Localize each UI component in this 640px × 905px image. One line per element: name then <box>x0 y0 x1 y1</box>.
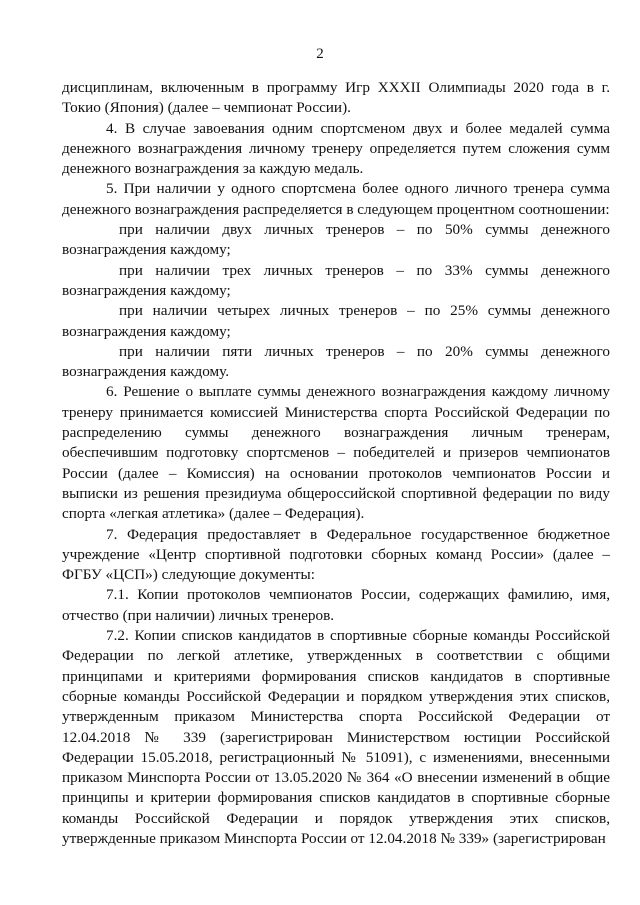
paragraph: при наличии пяти личных тренеров – по 20% суммы денежного вознаграждения каждому. <box>62 342 610 381</box>
document-body <box>62 78 610 849</box>
paragraph: дисциплинам, включенным в программу Игр XXXII Олимпиады 2020 года в г. Токио (Япония) (далее – чемпионат России). <box>62 79 610 117</box>
paragraph: 4. В случае завоевания одним спортсменом двух и более медалей сумма денежного вознаграждения личному тренеру определяется путем сложения сумм денежного вознаграждения за каждую медаль. <box>62 119 610 178</box>
paragraph: 7. Федерация предоставляет в Федеральное государственное бюджетное учреждение «Центр спортивной подготовки сборных команд России» (далее – ФГБУ «ЦСП») следующие документы: <box>62 525 610 584</box>
page-number: 2 <box>316 46 324 62</box>
paragraph: 6. Решение о выплате суммы денежного вознаграждения каждому личному тренеру принимается комиссией Министерства спорта Российской Федерации по распределению суммы денежного вознаграждения личным тренерам, обеспечившим подготовку спортсменов – победителей и призеров чемпионатов России (далее – Комиссия) на основании протоколов чемпионатов России и выписки из решения президиума общероссийской спортивной федерации по виду спорта «легкая атлетика» (далее – Федерация). <box>62 383 610 523</box>
paragraph: при наличии четырех личных тренеров – по 25% суммы денежного вознаграждения каждому; <box>62 302 610 340</box>
paragraph: при наличии трех личных тренеров – по 33% суммы денежного вознаграждения каждому; <box>62 261 610 299</box>
paragraph: 5. При наличии у одного спортсмена более одного личного тренера сумма денежного вознаграждения распределяется в следующем процентном соотношении: <box>62 180 610 218</box>
paragraph: 7.1. Копии протоколов чемпионатов России, содержащих фамилию, имя, отчество (при наличии) личных тренеров. <box>62 586 610 624</box>
paragraph: 7.2. Копии списков кандидатов в спортивные сборные команды Российской Федерации по легкой атлетике, утвержденных в соответствии с общими принципами и критериями формирования списков кандидатов в спортивные сборные команды Российской Федерации и порядком утверждения этих списков, утвержденным приказом Министерства спорта Российской Федерации от 12.04.2018 № 339 (зарегистрирован Министерством юстиции Российской Федерации 15.05.2018, регистрационный № 51091), с изменениями, внесенными приказом Минспорта России от 13.05.2020 № 364 «О внесении изменений в общие принципы и критерии формирования списков кандидатов в спортивные сборные команды Российской Федерации и порядок утверждения этих списков, утвержденные приказом Минспорта России от 12.04.2018 № 339» (зарегистрирован <box>62 627 610 847</box>
paragraph: при наличии двух личных тренеров – по 50% суммы денежного вознаграждения каждому; <box>62 221 610 259</box>
